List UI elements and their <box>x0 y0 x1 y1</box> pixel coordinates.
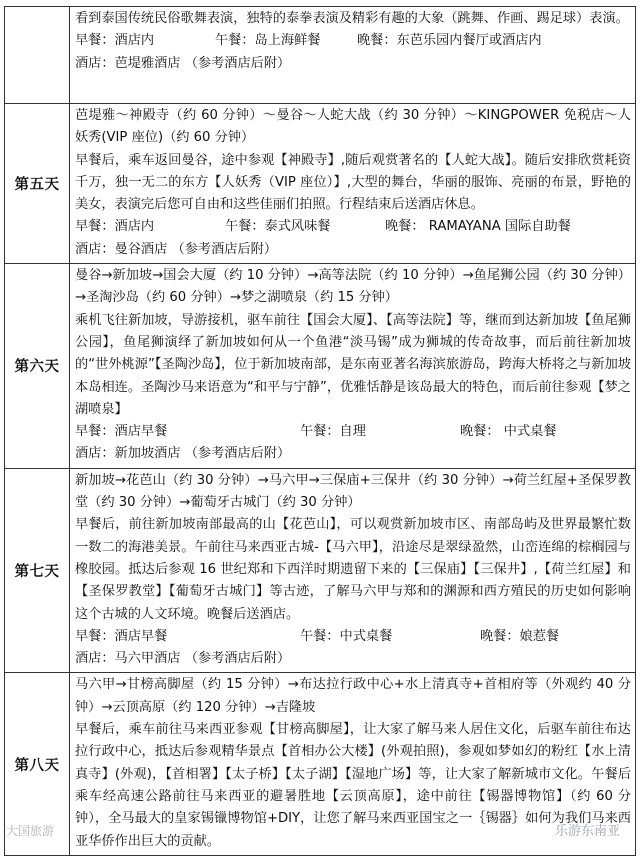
meals-line <box>75 626 631 648</box>
meals-line <box>75 30 631 52</box>
day-content <box>70 7 636 104</box>
itinerary-row-day6 <box>5 264 636 469</box>
day-content <box>70 468 636 673</box>
day-content <box>70 264 636 469</box>
itinerary-row-day7 <box>5 468 636 673</box>
breakfast: 早餐：酒店早餐 <box>75 628 168 644</box>
day-content <box>70 673 636 855</box>
dinner: 晚餐： RAMAYANA 国际自助餐 <box>385 219 571 235</box>
meals-line <box>75 216 631 238</box>
day-description: 看到泰国传统民俗歌舞表演，独特的泰拳表演及精彩有趣的大象（跳舞、作画、踢足球）表演。 <box>75 11 629 26</box>
day-description: 早餐后，前往新加坡南部最高的山【花芭山】，可以观赏新加坡市区、南部岛屿及世界最繁忙数一数二的海港美景。午前往马来西亚古城-【马六甲】，沿途尽是翠绿盈然，山峦连绵的棕榈园与橡胶园。抵达后参观 16 世纪郑和下西洋时期遗留下来的【三保庙】【三保井】,【荷兰红屋】和【圣保罗教堂】【葡萄牙古城门】等古迹，了解马六甲与郑和的渊源和西方殖民的历史如何影响这个古城的人文环境。晚餐后送酒店。 <box>75 517 631 622</box>
day-content <box>70 104 636 264</box>
dinner: 晚餐：娘惹餐 <box>480 628 560 644</box>
day-label <box>5 7 70 104</box>
hotel: 酒店：新加坡酒店 （参考酒店后附） <box>75 446 291 462</box>
breakfast: 早餐：酒店早餐 <box>75 424 168 440</box>
breakfast: 早餐：酒店内 <box>75 33 155 49</box>
lunch: 午餐：中式桌餐 <box>300 628 393 644</box>
day-route: 马六甲→甘榜高脚屋（约 15 分钟）→布达拉行政中心+水上清真寺+首相府等（外观约 40 分钟）→云顶高原（约 120 分钟）→吉隆坡 <box>75 677 631 715</box>
day-route: 新加坡→花芭山（约 30 分钟）→马六甲→三保庙+三保井（约 30 分钟）→荷兰红屋+圣保罗教堂（约 30 分钟）→葡萄牙古城门（约 30 分钟） <box>75 472 631 511</box>
watermark-left: 大国旅游 <box>6 824 55 838</box>
day-description: 早餐后，乘车返回曼谷，途中参观【神殿寺】,随后观赏著名的【人蛇大战】。随后安排欣赏耗资千万，独一无二的东方【人妖秀（VIP 座位）】,大型的舞台，华丽的服饰、亮丽的布景，野艳的美女，表演完后您可自由和这些佳丽们拍照。行程结束后送酒店休息。 <box>75 152 631 213</box>
day-label: 第五天 <box>5 104 70 264</box>
lunch: 午餐：岛上海鲜餐 <box>215 33 321 49</box>
itinerary-row-day4-cont <box>5 7 636 104</box>
day-label: 第八天 <box>5 673 70 855</box>
hotel: 酒店：马六甲酒店 （参考酒店后附） <box>75 651 291 667</box>
day-route: 芭堤雅～神殿寺（约 60 分钟）～曼谷～人蛇大战（约 30 分钟）～KINGPOWER 免税店～人妖秀(VIP 座位)（约 60 分钟） <box>75 108 631 146</box>
lunch: 午餐：自理 <box>300 424 366 440</box>
itinerary-row-day8 <box>5 673 636 855</box>
day-description: 乘机飞往新加坡，导游接机，驱车前往【国会大厦】、【高等法院】等，继而到达新加坡【鱼尾狮公园】，鱼尾狮演绎了新加坡如何从一个鱼港“淡马锡”成为狮城的传奇故事，而后前往新加坡的“世外桃源”【圣陶沙岛】，位于新加坡南部，是东南亚著名海滨旅游岛，跨海大桥将之与新加坡本岛相连。圣陶沙马来语意为“和平与宁静”，优雅恬静是该岛最大的特色，而后前往参观【梦之湖喷泉】 <box>75 312 631 417</box>
day-label: 第七天 <box>5 468 70 673</box>
dinner: 晚餐： 中式桌餐 <box>460 424 557 440</box>
day-label: 第六天 <box>5 264 70 469</box>
hotel: 酒店：芭堤雅酒店 （参考酒店后附） <box>75 55 291 71</box>
hotel: 酒店：曼谷酒店 （参考酒店后附） <box>75 241 278 257</box>
itinerary-row-day5 <box>5 104 636 264</box>
breakfast: 早餐：酒店内 <box>75 219 155 235</box>
itinerary-table <box>4 6 636 856</box>
dinner: 晚餐：东芭乐园内餐厅或酒店内 <box>357 33 542 49</box>
lunch: 午餐：泰式风味餐 <box>225 219 331 235</box>
watermark-right: 乐游东南亚 <box>554 824 620 839</box>
meals-line <box>75 421 631 443</box>
day-route: 曼谷→新加坡→国会大厦（约 10 分钟）→高等法院（约 10 分钟）→鱼尾狮公园（约 30 分钟）→圣淘沙岛（约 60 分钟）→梦之湖喷泉（约 15 分钟） <box>75 268 631 306</box>
day-description: 早餐后，乘车前往马来西亚参观【甘榜高脚屋】，让大家了解马来人居住文化，后驱车前往布达拉行政中心，抵达后参观精华景点【首相办公大楼】(外观拍照)，参观如梦如幻的粉红【水上清真寺】(外观)，【首相署】【太子桥】【太子湖】【湿地广场】等，让大家了解新城市文化。午餐后乘车经高速公路前往马来西亚的避暑胜地【云顶高原】，途中前往【锡器博物馆】（约 60 分钟），全马最大的皇家锡镴博物馆+DIY，让您了解马来西亚国宝之一｛锡器｝如何为我们马来西亚华侨作出巨大的贡献。 <box>75 722 631 849</box>
